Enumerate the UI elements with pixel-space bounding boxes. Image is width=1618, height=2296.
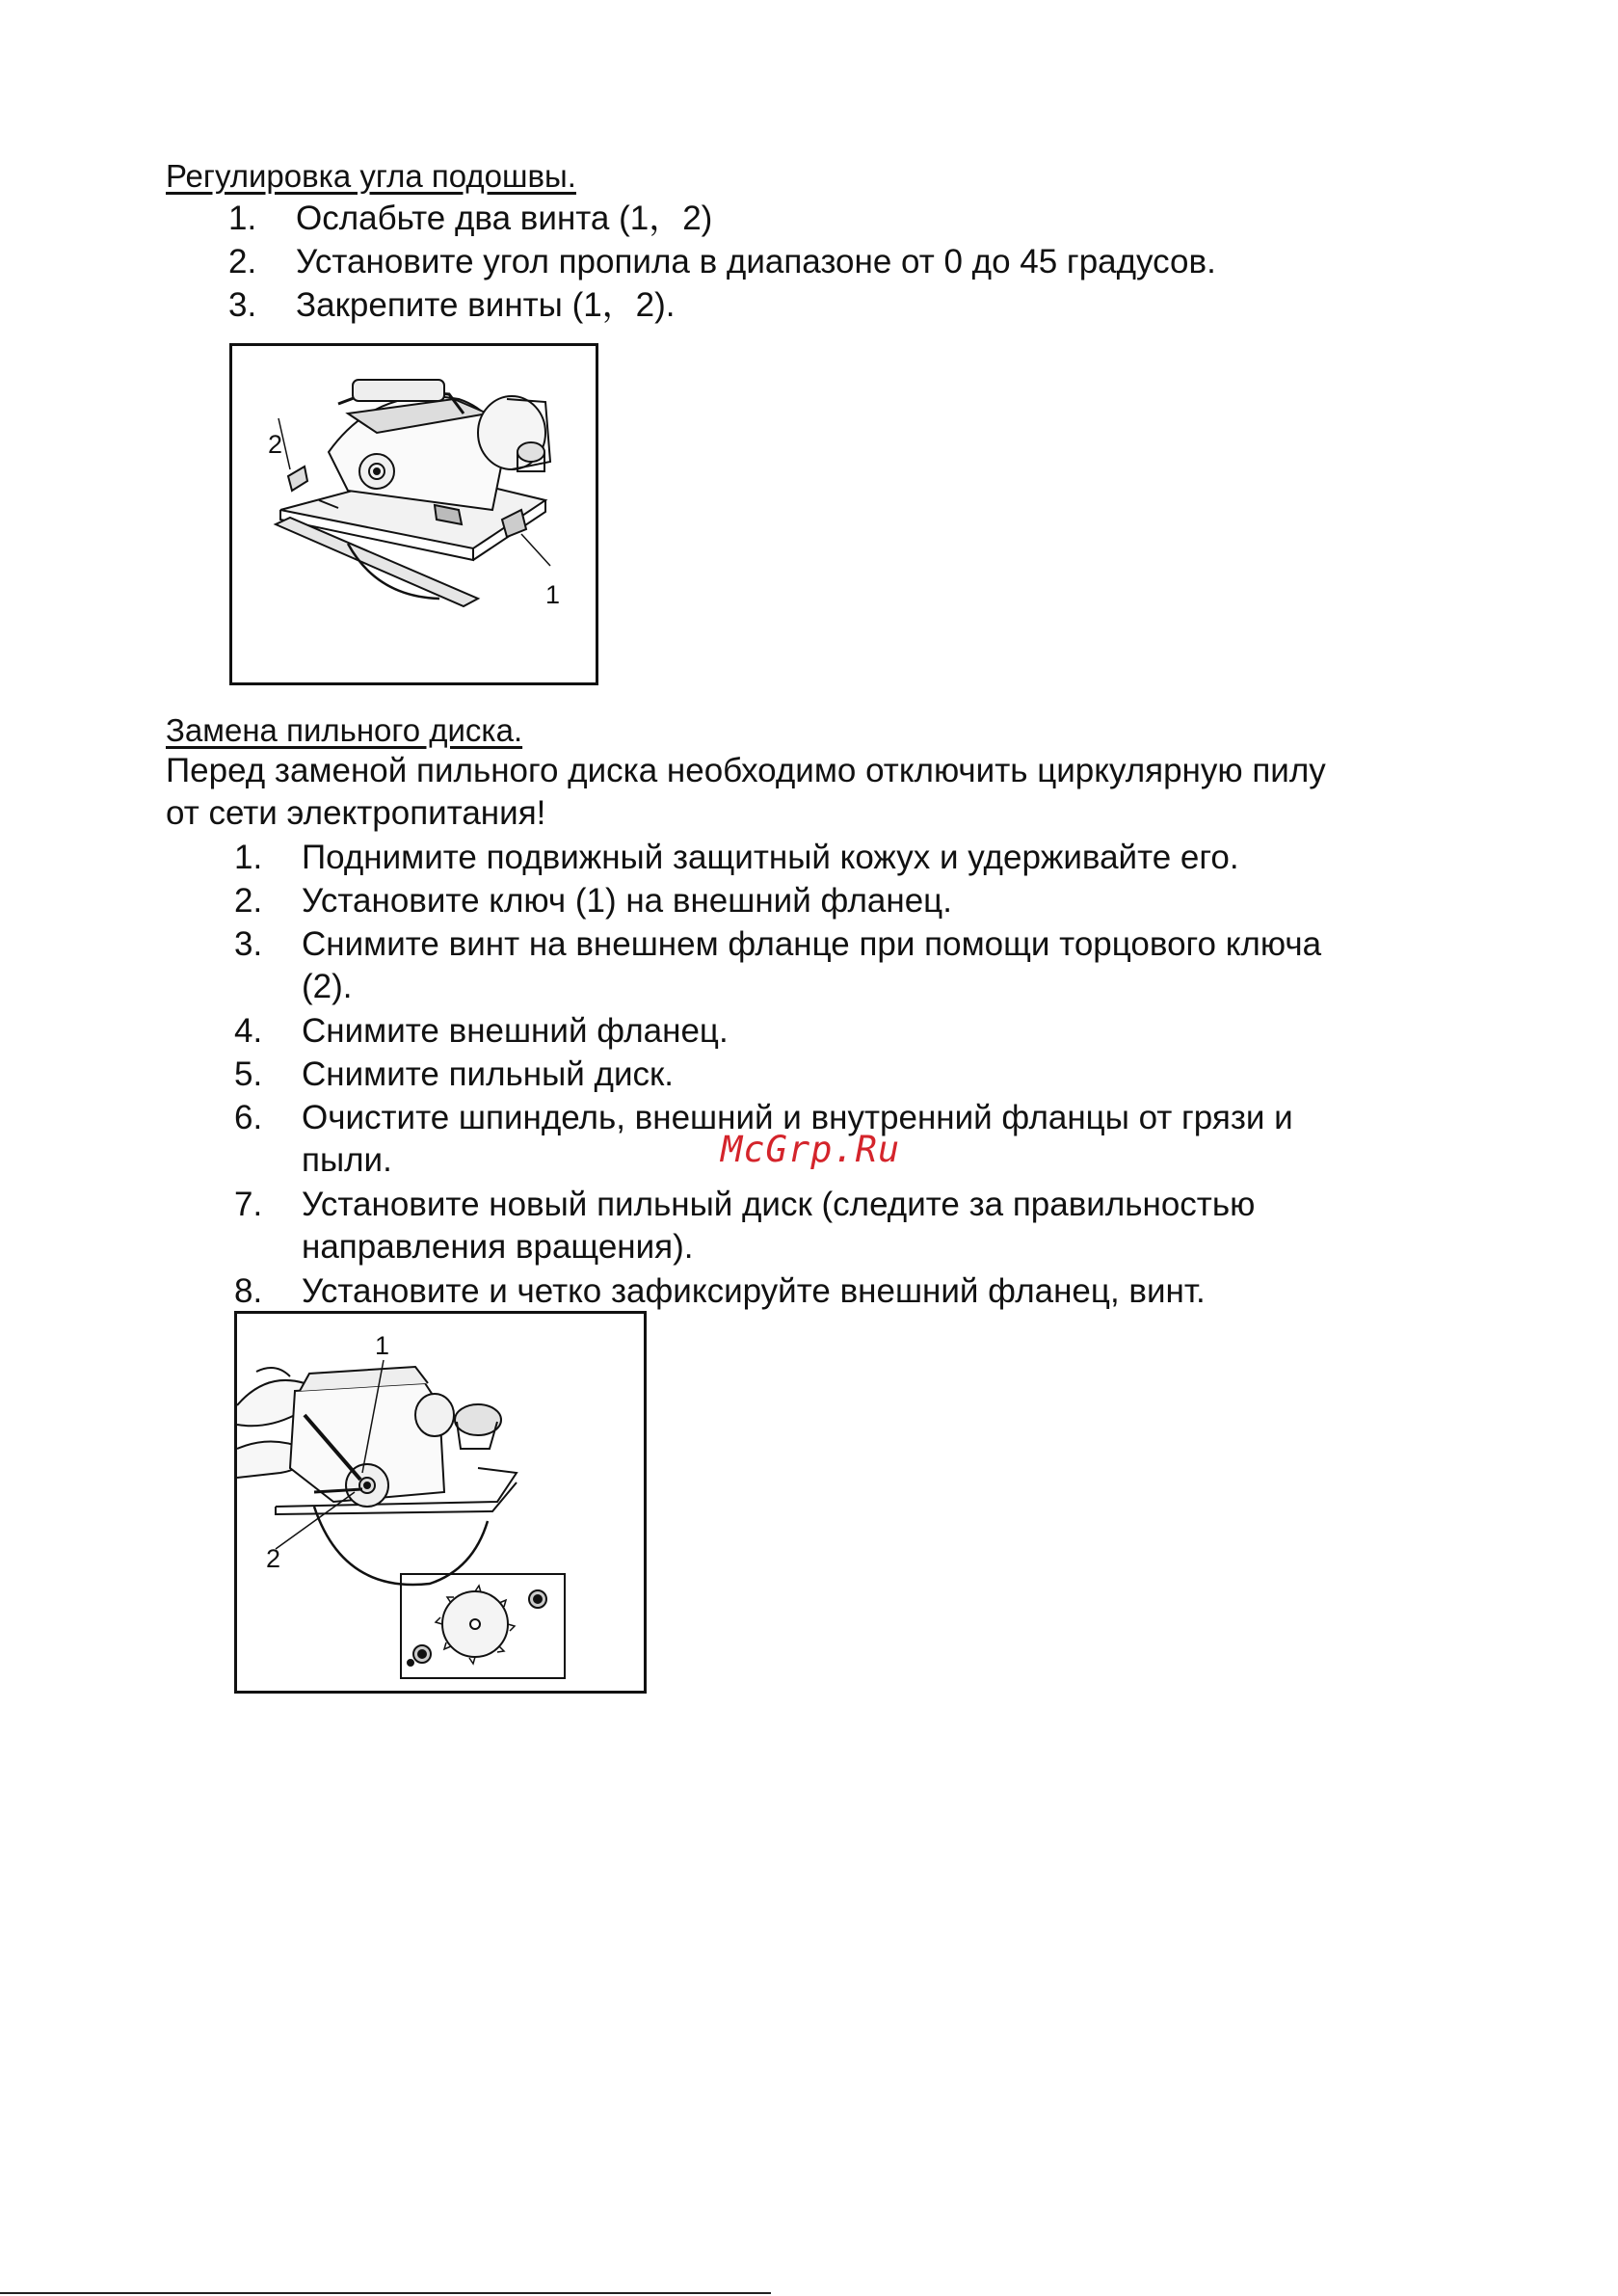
intro-paragraph-line2: от сети электропитания! xyxy=(166,794,546,832)
list-number: 6. xyxy=(234,1099,263,1136)
list-number: 2. xyxy=(234,882,263,920)
callout-2: 2 xyxy=(266,1544,281,1573)
list-text: Установите угол пропила в диапазоне от 0 до 45 градусов. xyxy=(296,243,1216,280)
list-number: 3. xyxy=(234,925,263,963)
list-text: Установите ключ (1) на внешний фланец. xyxy=(302,882,952,920)
list-text: Поднимите подвижный защитный кожух и удерживайте его. xyxy=(302,839,1239,876)
intro-paragraph-line1: Перед заменой пильного диска необходимо отключить циркулярную пилу xyxy=(166,752,1326,789)
list-number: 2. xyxy=(228,243,257,280)
list-text: Установите и четко зафиксируйте внешний фланец, винт. xyxy=(302,1272,1206,1310)
list-text: Очистите шпиндель, внешний и внутренний фланцы от грязи и xyxy=(302,1099,1293,1136)
list-number: 7. xyxy=(234,1186,263,1223)
list-text: Ослабьте два винта (1，2) xyxy=(296,200,713,237)
watermark: McGrp.Ru xyxy=(721,1129,901,1170)
list-text: Снимите винт на внешнем фланце при помощи торцового ключа xyxy=(302,925,1322,963)
list-text: Снимите пильный диск. xyxy=(302,1055,675,1093)
footer-rule xyxy=(0,2292,771,2294)
section-heading-blade-replacement: Замена пильного диска. xyxy=(166,712,523,748)
figure-blade-replacement xyxy=(234,1311,647,1694)
list-text-continued: пыли. xyxy=(302,1141,392,1179)
list-text-continued: (2). xyxy=(302,968,353,1005)
list-number: 1. xyxy=(228,200,257,237)
list-number: 8. xyxy=(234,1272,263,1310)
list-number: 5. xyxy=(234,1055,263,1093)
list-text: Закрепите винты (1，2). xyxy=(296,286,676,324)
saw-bevel-illustration xyxy=(232,346,596,682)
list-text-continued: направления вращения). xyxy=(302,1228,694,1266)
blade-replacement-illustration xyxy=(237,1314,644,1691)
list-number: 4. xyxy=(234,1012,263,1050)
callout-1: 1 xyxy=(545,580,561,609)
list-text: Снимите внешний фланец. xyxy=(302,1012,729,1050)
list-number: 3. xyxy=(228,286,257,324)
list-number: 1. xyxy=(234,839,263,876)
callout-1: 1 xyxy=(375,1331,390,1360)
figure-saw-bevel xyxy=(229,343,598,685)
callout-2: 2 xyxy=(268,430,283,459)
list-text: Установите новый пильный диск (следите за правильностью xyxy=(302,1186,1256,1223)
section-heading-sole-angle: Регулировка угла подошвы. xyxy=(166,158,576,194)
